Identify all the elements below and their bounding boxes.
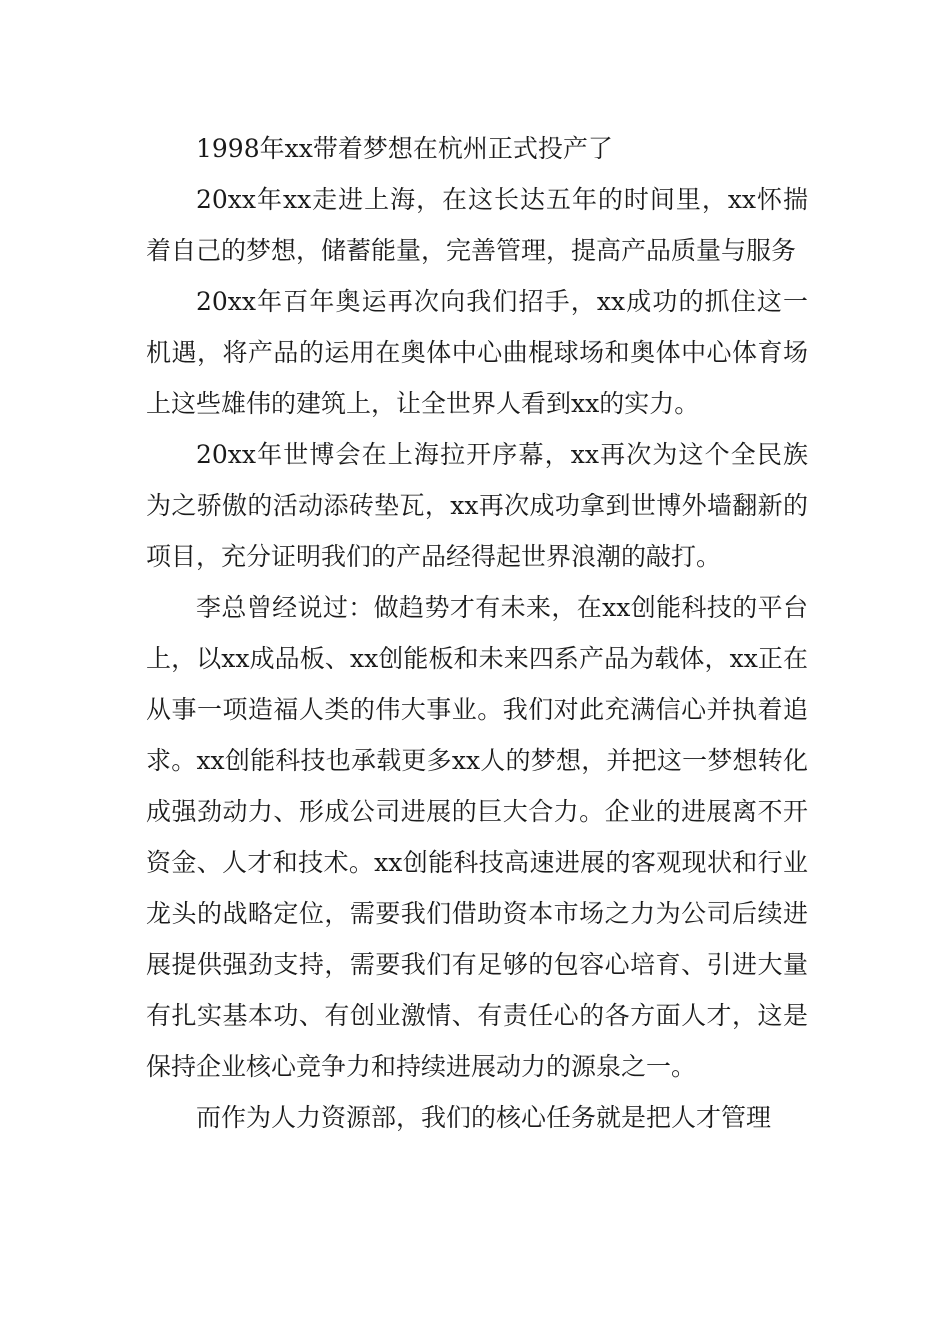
paragraph-expo: 20xx年世博会在上海拉开序幕，xx再次为这个全民族为之骄傲的活动添砖垫瓦，xx再次成功拿到世博外墙翻新的项目，充分证明我们的产品经得起世界浪潮的敲打。 — [146, 440, 808, 571]
document-body — [146, 123, 808, 1143]
paragraph-1998-launch: 1998年xx带着梦想在杭州正式投产了 — [196, 134, 613, 163]
paragraph-vision: 李总曾经说过：做趋势才有未来，在xx创能科技的平台上，以xx成品板、xx创能板和未来四系产品为载体，xx正在从事一项造福人类的伟大事业。我们对此充满信心并执着追求。xx创能科技也承载更多xx人的梦想，并把这一梦想转化成强劲动力、形成公司进展的巨大合力。企业的进展离不开资金、人才和技术。xx创能科技高速进展的客观现状和行业龙头的战略定位，需要我们借助资本市场之力为公司后续进展提供强劲支持，需要我们有足够的包容心培育、引进大量有扎实基本功、有创业激情、有责任心的各方面人才，这是保持企业核心竞争力和持续进展动力的源泉之一。 — [146, 593, 808, 1081]
paragraph-olympics: 20xx年百年奥运再次向我们招手，xx成功的抓住这一机遇，将产品的运用在奥体中心曲棍球场和奥体中心体育场上这些雄伟的建筑上，让全世界人看到xx的实力。 — [146, 287, 808, 418]
paragraph-shanghai-entry: 20xx年xx走进上海，在这长达五年的时间里，xx怀揣着自己的梦想，储蓄能量，完善管理，提高产品质量与服务 — [146, 185, 808, 265]
paragraph-hr-department: 而作为人力资源部，我们的核心任务就是把人才管理 — [196, 1103, 772, 1132]
